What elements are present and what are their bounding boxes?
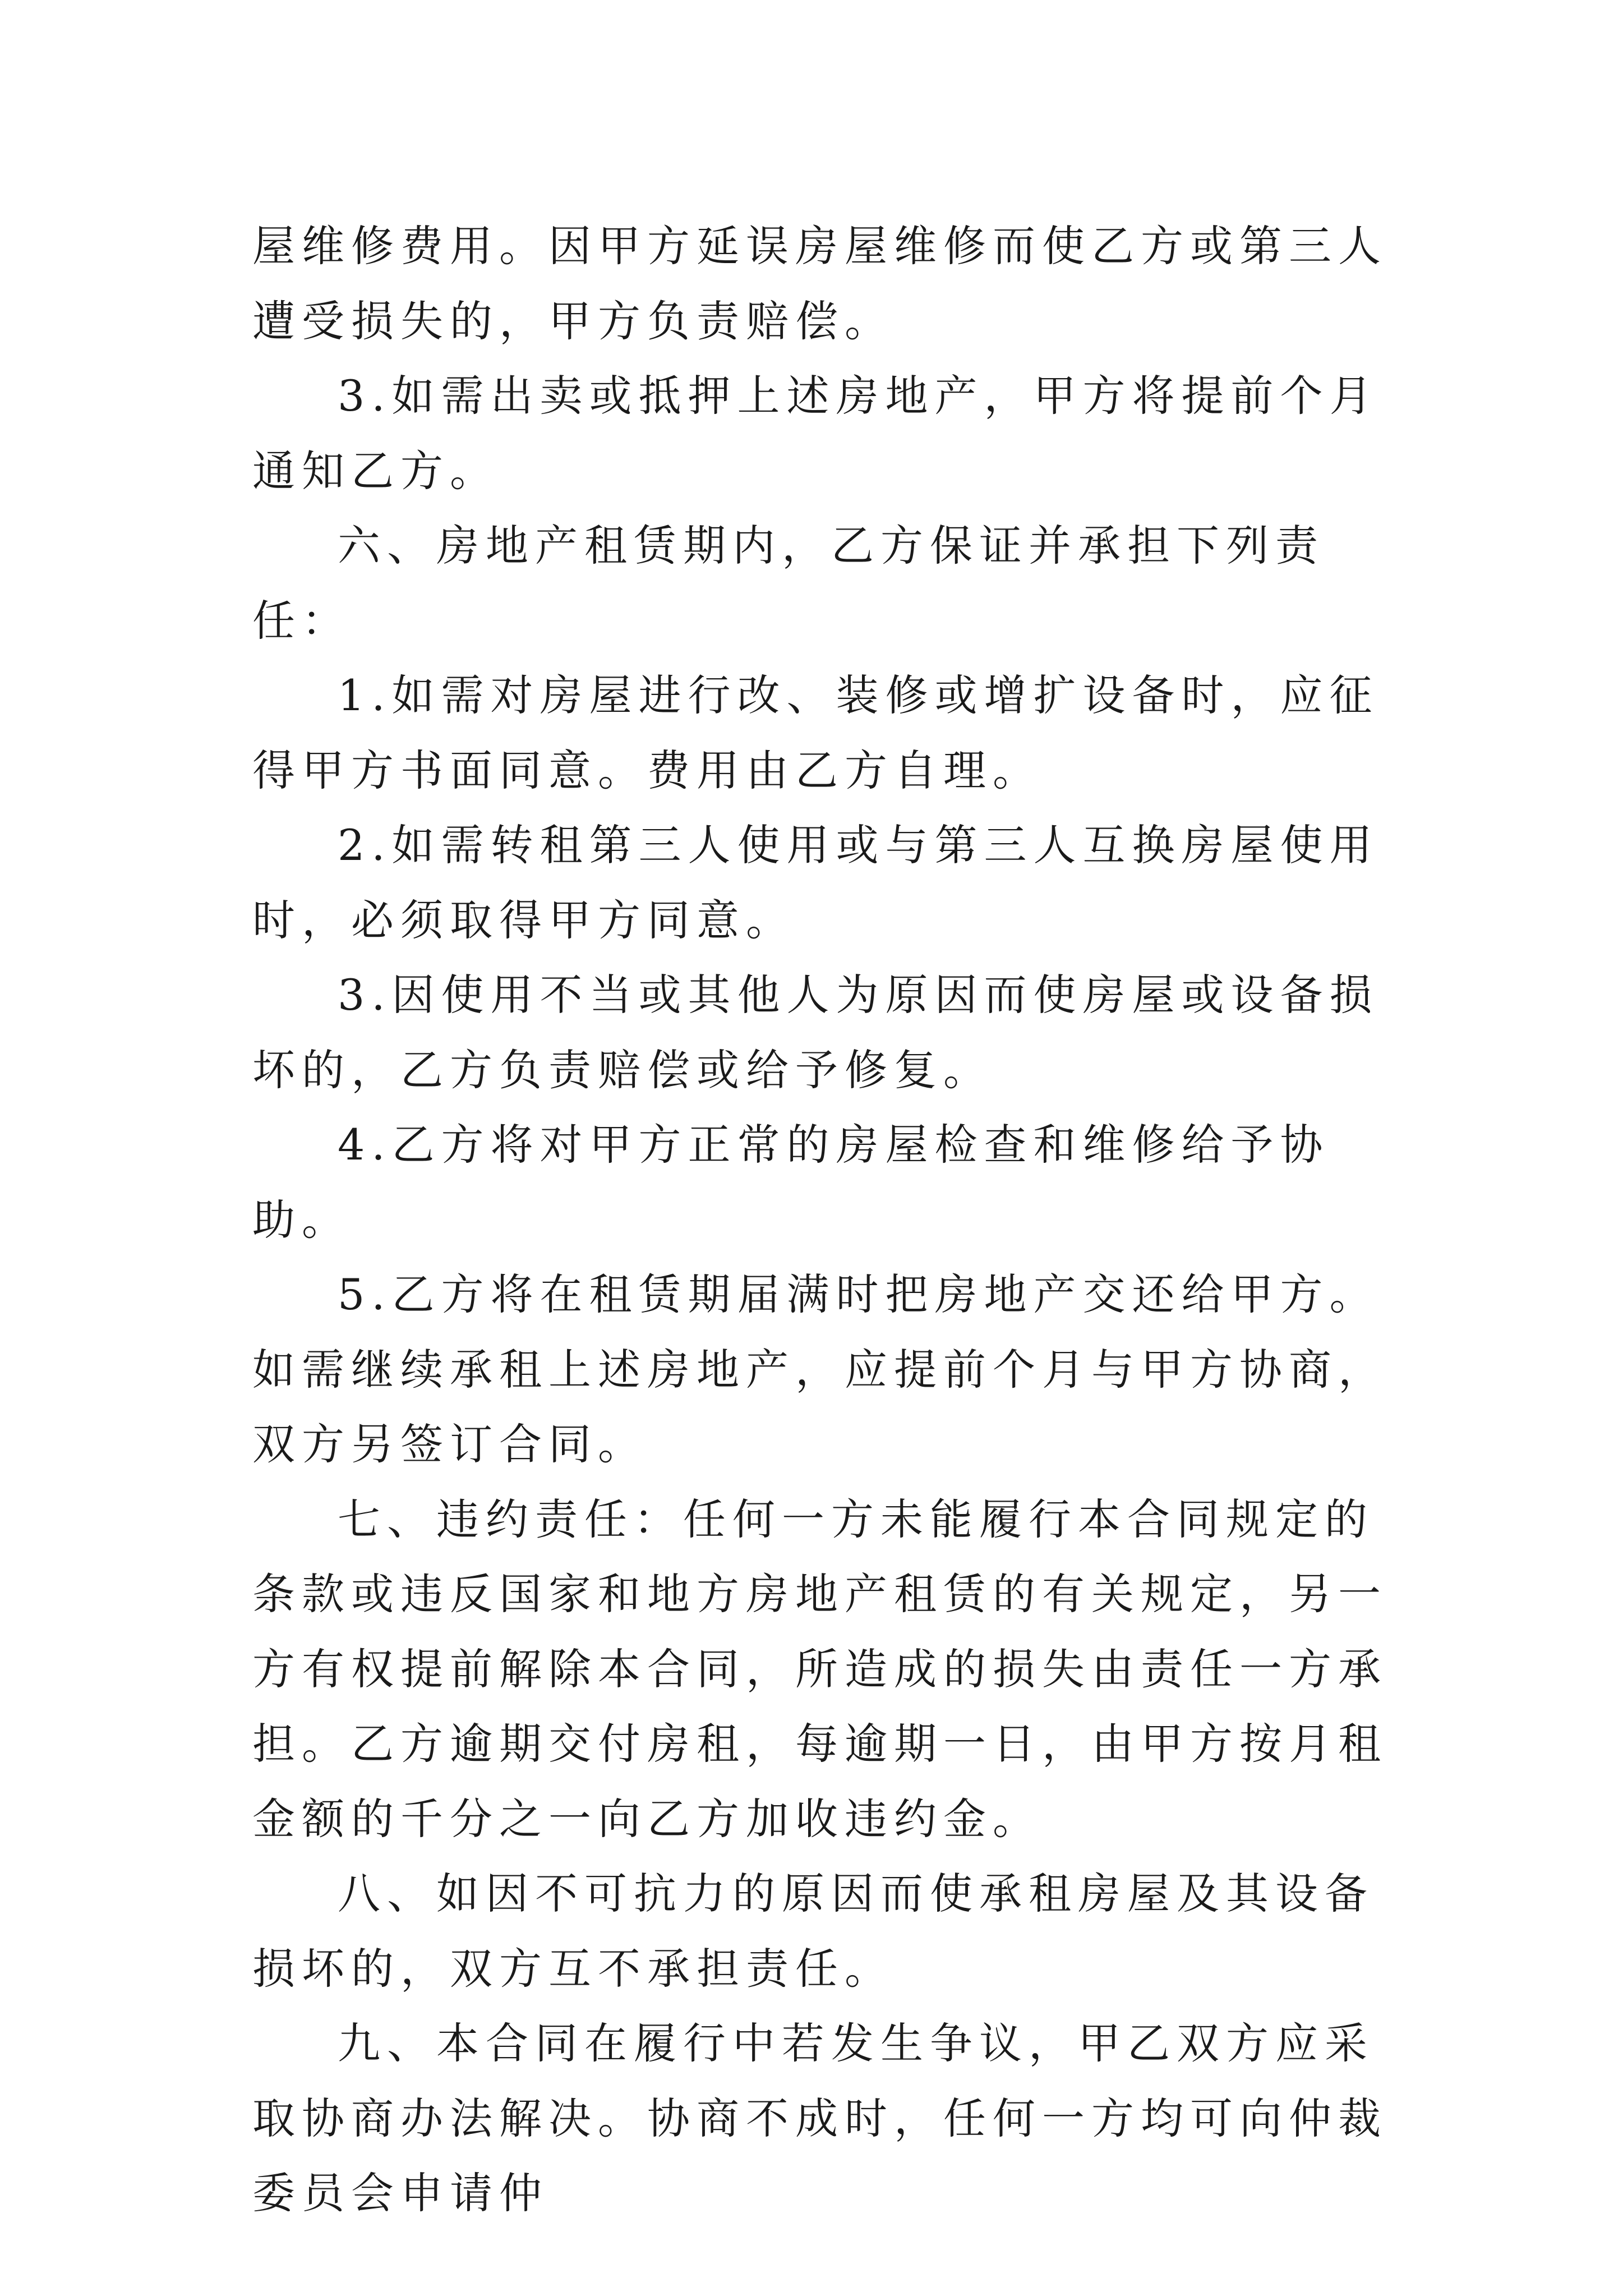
paragraph-3: 1.如需对房屋进行改、装修或增扩设备时，应征得甲方书面同意。费用由乙方自理。 xyxy=(252,670,1379,795)
paragraph-1: 3.如需出卖或抵押上述房地产，甲方将提前个月通知乙方。 xyxy=(252,371,1379,496)
paragraph-0: 屋维修费用。因甲方延误房屋维修而使乙方或第三人遭受损失的，甲方负责赔偿。 xyxy=(252,221,1387,346)
paragraph-9: 八、如因不可抗力的原因而使承租房屋及其设备损坏的，双方互不承担责任。 xyxy=(252,1869,1374,1994)
paragraph-10: 九、本合同在履行中若发生争议，甲乙双方应采取协商办法解决。协商不成时，任何一方均可向仲裁委员会申请仲 xyxy=(252,2018,1387,2218)
paragraph-7: 5.乙方将在租赁期届满时把房地产交还给甲方。如需继续承租上述房地产，应提前个月与甲方协商，双方另签订合同。 xyxy=(252,1269,1387,1469)
paragraph-4: 2.如需转租第三人使用或与第三人互换房屋使用时，必须取得甲方同意。 xyxy=(252,820,1379,945)
document-body xyxy=(252,209,1396,2231)
paragraph-8: 七、违约责任：任何一方未能履行本合同规定的条款或违反国家和地方房地产租赁的有关规定，另一方有权提前解除本合同，所造成的损失由责任一方承担。乙方逾期交付房租，每逾期一日，由甲方按月租金额的千分之一向乙方加收违约金。 xyxy=(252,1494,1387,1844)
paragraph-6: 4.乙方将对甲方正常的房屋检查和维修给予协助。 xyxy=(252,1120,1330,1245)
paragraph-2: 六、房地产租赁期内，乙方保证并承担下列责任： xyxy=(252,521,1325,646)
paragraph-5: 3.因使用不当或其他人为原因而使房屋或设备损坏的，乙方负责赔偿或给予修复。 xyxy=(252,970,1379,1095)
